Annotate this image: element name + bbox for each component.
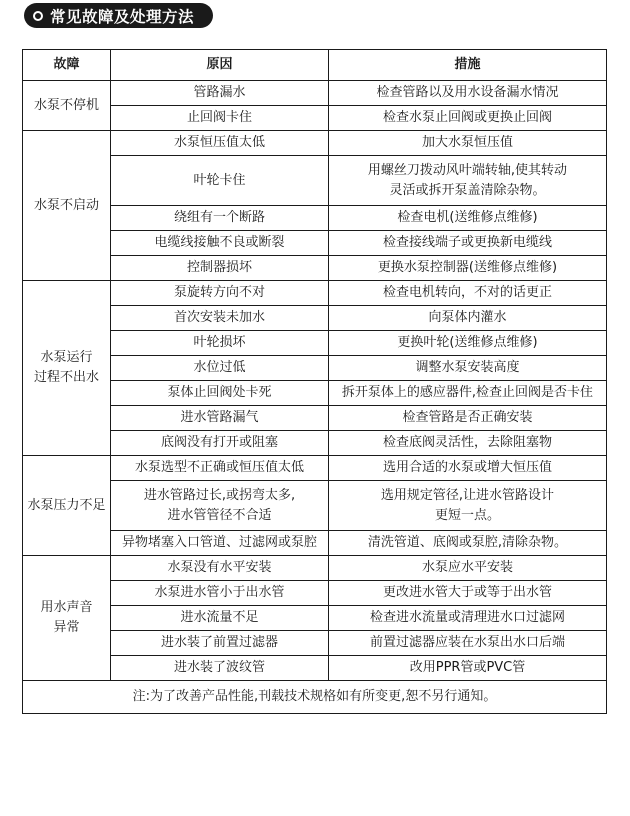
cause-cell [111, 381, 329, 406]
cause-cell [111, 431, 329, 456]
measure-line: 更短一点。 [434, 507, 500, 523]
measure-line: 检查进水流量或清理进水口过滤网 [369, 610, 565, 625]
measure-line: 前置过滤器应装在水泵出水口后端 [369, 635, 565, 650]
fault-table [22, 49, 607, 714]
cause-line: 泵旋转方向不对 [173, 285, 265, 300]
cause-line: 进水管管径不合适 [167, 507, 272, 523]
measure-cell [329, 431, 607, 456]
measure-cell [329, 406, 607, 431]
measure-cell [329, 356, 607, 381]
table-note: 注:为了改善产品性能,刊载技术规格如有所变更,恕不另行通知。 [23, 681, 607, 714]
fault-line: 水泵运行 [40, 350, 93, 365]
circle-icon [33, 11, 43, 21]
fault-cell [23, 281, 111, 456]
fault-cell [23, 131, 111, 281]
header-fault: 故障 [23, 50, 111, 81]
measure-cell [329, 481, 607, 531]
measure-cell [329, 381, 607, 406]
measure-cell [329, 106, 607, 131]
cause-line: 止回阀卡住 [186, 110, 252, 125]
measure-line: 检查管路是否正确安装 [402, 410, 533, 425]
cause-line: 水泵选型不正确或恒压值太低 [134, 460, 304, 475]
table-row [23, 131, 607, 156]
cause-cell [111, 156, 329, 206]
measure-line: 灵活或拆开泵盖清除杂物。 [389, 182, 546, 198]
table-body [23, 81, 607, 681]
fault-line: 水泵不启动 [33, 197, 99, 213]
cause-cell [111, 306, 329, 331]
measure-cell [329, 581, 607, 606]
measure-cell [329, 631, 607, 656]
measure-line: 水泵应水平安装 [421, 560, 513, 575]
table-row [23, 256, 607, 281]
note-row [23, 681, 607, 714]
section-title-badge [24, 3, 213, 28]
cause-line: 水泵进水管小于出水管 [154, 585, 285, 600]
measure-cell [329, 131, 607, 156]
measure-line: 检查电机转向，不对的话更正 [382, 285, 552, 300]
cause-line: 底阀没有打开或阻塞 [160, 435, 278, 450]
measure-cell [329, 206, 607, 231]
cause-line: 水位过低 [193, 360, 246, 375]
header-measure: 措施 [329, 50, 607, 81]
cause-cell [111, 81, 329, 106]
table-row [23, 231, 607, 256]
cause-cell [111, 581, 329, 606]
cause-line: 管路漏水 [193, 85, 246, 100]
measure-cell [329, 81, 607, 106]
table-row [23, 556, 607, 581]
cause-cell [111, 106, 329, 131]
table-row [23, 81, 607, 106]
table-row [23, 356, 607, 381]
cause-cell [111, 556, 329, 581]
cause-cell [111, 406, 329, 431]
fault-line: 过程不出水 [33, 370, 99, 385]
fault-line: 异常 [53, 620, 80, 635]
fault-cell [23, 456, 111, 556]
cause-line: 进水管路漏气 [180, 410, 259, 425]
table-row [23, 156, 607, 206]
measure-cell [329, 556, 607, 581]
measure-cell [329, 531, 607, 556]
measure-cell [329, 231, 607, 256]
measure-cell [329, 256, 607, 281]
cause-line: 水泵恒压值太低 [173, 135, 265, 150]
cause-line: 首次安装未加水 [173, 310, 265, 325]
measure-cell [329, 456, 607, 481]
table-row [23, 406, 607, 431]
measure-line: 清洗管道、底阀或泵腔,清除杂物。 [367, 535, 568, 550]
fault-cell [23, 556, 111, 681]
measure-line: 加大水泵恒压值 [421, 135, 513, 150]
cause-cell [111, 231, 329, 256]
cause-line: 绕组有一个断路 [173, 210, 265, 225]
cause-line: 叶轮损坏 [193, 335, 246, 350]
table-row [23, 581, 607, 606]
measure-line: 选用合适的水泵或增大恒压值 [382, 460, 552, 475]
measure-line: 检查管路以及用水设备漏水情况 [376, 85, 559, 100]
measure-cell [329, 281, 607, 306]
cause-line: 叶轮卡住 [193, 172, 246, 188]
measure-cell [329, 306, 607, 331]
fault-line: 用水声音 [40, 600, 93, 615]
cause-line: 进水装了波纹管 [173, 660, 265, 675]
table-row [23, 606, 607, 631]
cause-line: 进水装了前置过滤器 [160, 635, 278, 650]
cause-line: 进水管路过长,或拐弯太多, [143, 487, 296, 503]
table-row [23, 331, 607, 356]
cause-cell [111, 331, 329, 356]
cause-cell [111, 131, 329, 156]
measure-cell [329, 331, 607, 356]
table-row [23, 306, 607, 331]
table-row [23, 106, 607, 131]
measure-line: 向泵体内灌水 [428, 310, 507, 325]
measure-line: 拆开泵体上的感应器件,检查止回阀是否卡住 [341, 385, 594, 400]
fault-line: 水泵不停机 [33, 97, 99, 113]
table-row [23, 631, 607, 656]
cause-cell [111, 281, 329, 306]
table-row [23, 281, 607, 306]
measure-line: 更改进水管大于或等于出水管 [382, 585, 552, 600]
fault-line: 水泵压力不足 [27, 497, 106, 513]
table-row [23, 481, 607, 531]
measure-cell [329, 156, 607, 206]
measure-line: 改用PPR管或PVC管 [409, 660, 526, 675]
measure-line: 检查电机(送维修点维修) [397, 210, 538, 225]
measure-cell [329, 606, 607, 631]
measure-line: 检查水泵止回阀或更换止回阀 [382, 110, 552, 125]
cause-line: 电缆线接触不良或断裂 [154, 235, 285, 250]
cause-cell [111, 256, 329, 281]
measure-line: 检查底阀灵活性，去除阻塞物 [382, 435, 552, 450]
cause-cell [111, 656, 329, 681]
table-header-row [23, 50, 607, 81]
measure-line: 选用规定管径,让进水管路设计 [380, 487, 555, 503]
cause-line: 泵体止回阀处卡死 [167, 385, 272, 400]
measure-line: 用螺丝刀拨动风叶端转轴,使其转动 [367, 162, 568, 178]
cause-cell [111, 456, 329, 481]
table-row [23, 456, 607, 481]
cause-line: 水泵没有水平安装 [167, 560, 272, 575]
cause-cell [111, 606, 329, 631]
cause-line: 异物堵塞入口管道、过滤网或泵腔 [121, 535, 317, 550]
measure-line: 更换水泵控制器(送维修点维修) [377, 260, 558, 275]
table-row [23, 656, 607, 681]
cause-cell [111, 531, 329, 556]
measure-line: 更换叶轮(送维修点维修) [397, 335, 538, 350]
cause-cell [111, 631, 329, 656]
cause-cell [111, 356, 329, 381]
table-row [23, 381, 607, 406]
header-cause: 原因 [111, 50, 329, 81]
table-row [23, 531, 607, 556]
measure-line: 检查接线端子或更换新电缆线 [382, 235, 552, 250]
measure-line: 调整水泵安装高度 [415, 360, 520, 375]
cause-cell [111, 206, 329, 231]
section-title: 常见故障及处理方法 [50, 7, 195, 26]
measure-cell [329, 656, 607, 681]
table-row [23, 206, 607, 231]
cause-cell [111, 481, 329, 531]
fault-cell [23, 81, 111, 131]
cause-line: 控制器损坏 [186, 260, 252, 275]
cause-line: 进水流量不足 [180, 610, 259, 625]
table-row [23, 431, 607, 456]
